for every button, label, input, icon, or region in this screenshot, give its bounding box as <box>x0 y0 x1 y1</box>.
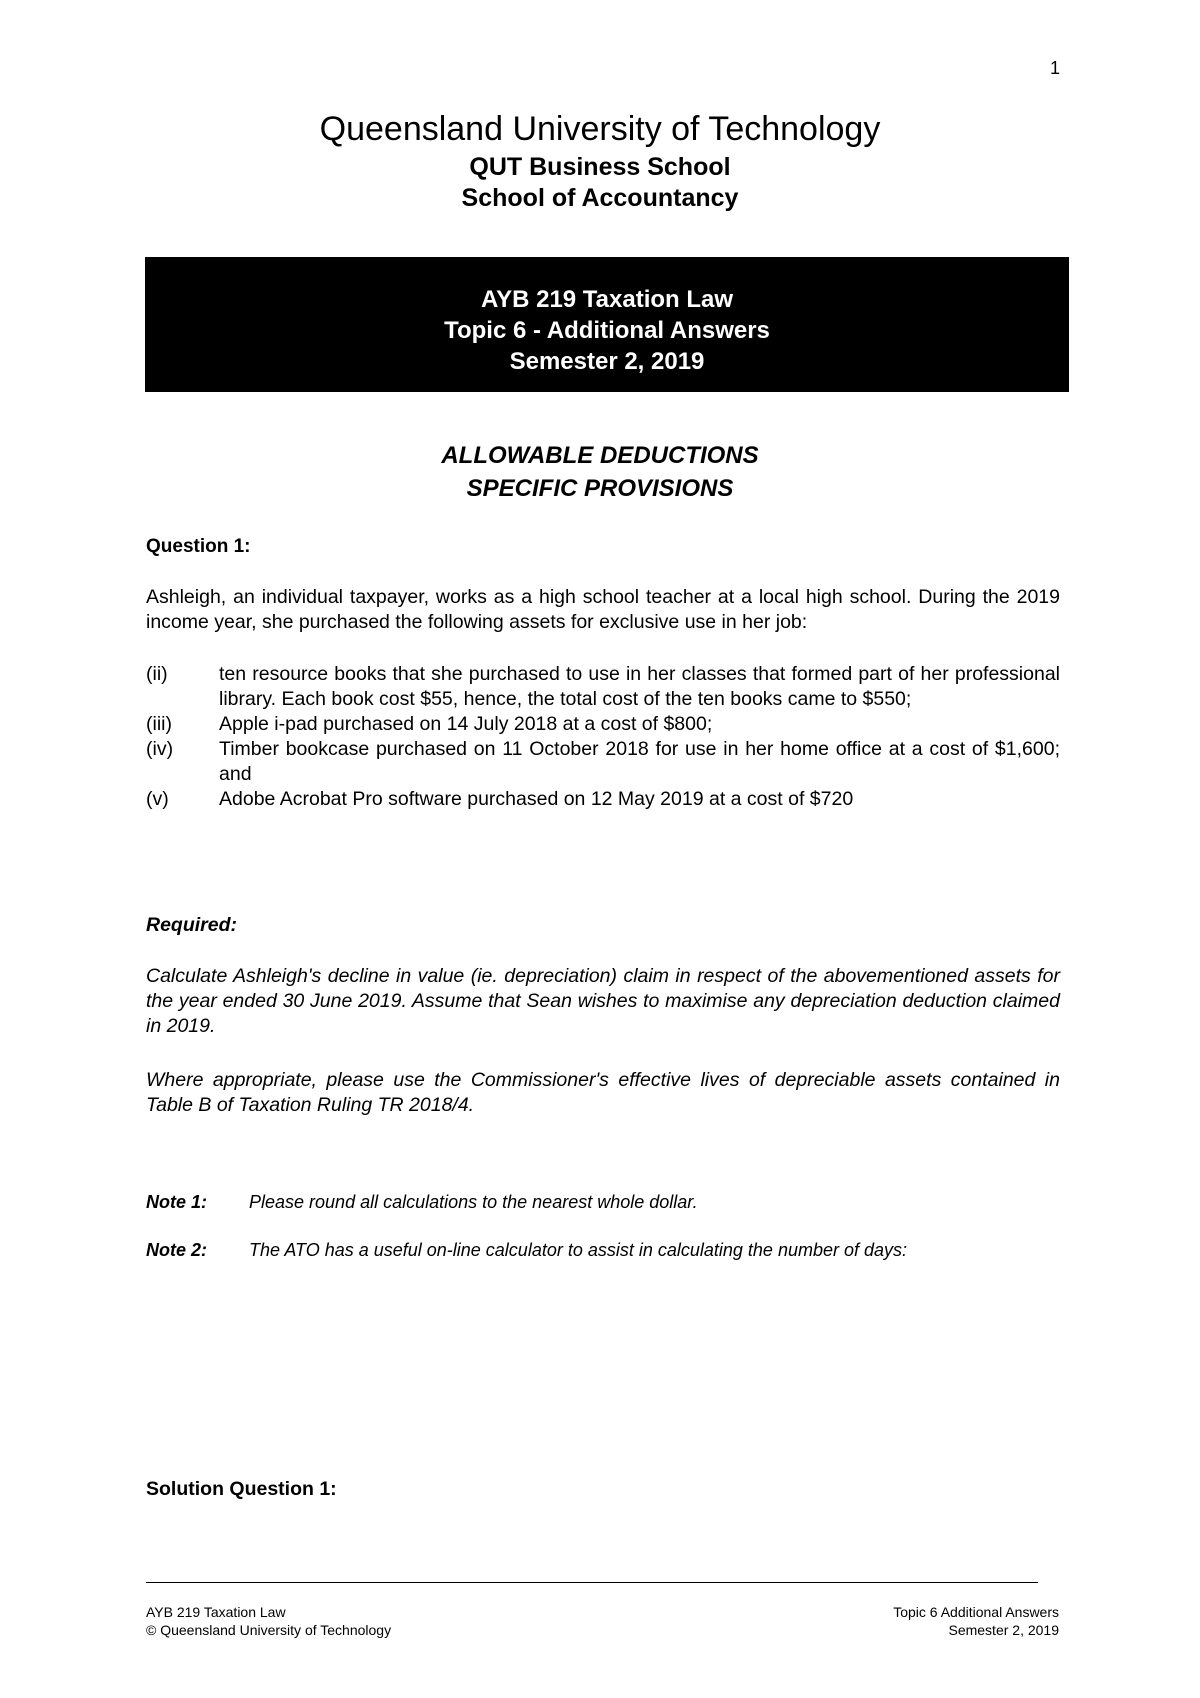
list-marker: (iii) <box>146 713 172 735</box>
department-name: School of Accountancy <box>461 184 739 212</box>
list-text: Timber bookcase purchased on 11 October 2018 for use in her home office at a cost of $1,600; and <box>219 738 1060 785</box>
school-name: QUT Business School <box>469 153 731 181</box>
required-paragraph-1: Calculate Ashleigh's decline in value (ie. depreciation) claim in respect of the abovementioned assets for the year ended 30 June 2019. Assume that Sean wishes to maximise any depreciation deduction claimed in 2019. <box>146 965 1060 1037</box>
note-label: Note 2: <box>146 1240 208 1260</box>
note-label: Note 1: <box>146 1192 208 1212</box>
unit-title: AYB 219 Taxation Law <box>480 286 734 313</box>
list-item <box>146 787 1060 812</box>
required-paragraph-2: Where appropriate, please use the Commissioner's effective lives of depreciable assets contained in Table B of Taxation Ruling TR 2018/4. <box>146 1069 1060 1116</box>
footer-unit: AYB 219 Taxation Law <box>146 1604 286 1620</box>
note-2 <box>146 1240 1060 1261</box>
list-marker: (iv) <box>146 738 174 760</box>
note-text: Please round all calculations to the nearest whole dollar. <box>249 1192 698 1212</box>
list-item <box>146 712 1060 737</box>
unit-banner <box>145 257 1069 392</box>
footer-right <box>893 1603 1059 1639</box>
footer-divider <box>146 1582 1038 1583</box>
section-title-line-1: ALLOWABLE DEDUCTIONS <box>441 442 759 469</box>
list-text: Adobe Acrobat Pro software purchased on 12 May 2019 at a cost of $720 <box>219 788 854 810</box>
topic-title: Topic 6 - Additional Answers <box>444 317 770 344</box>
question-heading: Question 1: <box>146 536 251 557</box>
footer-semester: Semester 2, 2019 <box>948 1622 1059 1638</box>
university-title: Queensland University of Technology <box>319 110 881 148</box>
footer-left <box>146 1603 391 1639</box>
asset-list <box>146 662 1060 812</box>
list-text: Apple i-pad purchased on 14 July 2018 at a cost of $800; <box>219 713 713 735</box>
section-title-line-2: SPECIFIC PROVISIONS <box>466 475 734 502</box>
note-text: The ATO has a useful on-line calculator to assist in calculating the number of days: <box>249 1240 908 1260</box>
list-marker: (v) <box>146 788 169 810</box>
footer-copyright: © Queensland University of Technology <box>146 1622 392 1638</box>
required-label: Required: <box>146 914 238 936</box>
list-text: ten resource books that she purchased to use in her classes that formed part of her professional library. Each book cost $55, hence, the total cost of the ten books came to $550; <box>219 663 1060 710</box>
question-intro: Ashleigh, an individual taxpayer, works as a high school teacher at a local high school. During the 2019 income year, she purchased the following assets for exclusive use in her job: <box>146 586 1060 633</box>
page-number: 1 <box>1049 58 1060 78</box>
semester-title: Semester 2, 2019 <box>509 348 705 375</box>
list-item <box>146 737 1060 787</box>
list-item <box>146 662 1060 712</box>
solution-heading: Solution Question 1: <box>146 1478 337 1500</box>
footer-topic: Topic 6 Additional Answers <box>893 1604 1059 1620</box>
note-1 <box>146 1192 1060 1213</box>
list-marker: (ii) <box>146 663 168 685</box>
